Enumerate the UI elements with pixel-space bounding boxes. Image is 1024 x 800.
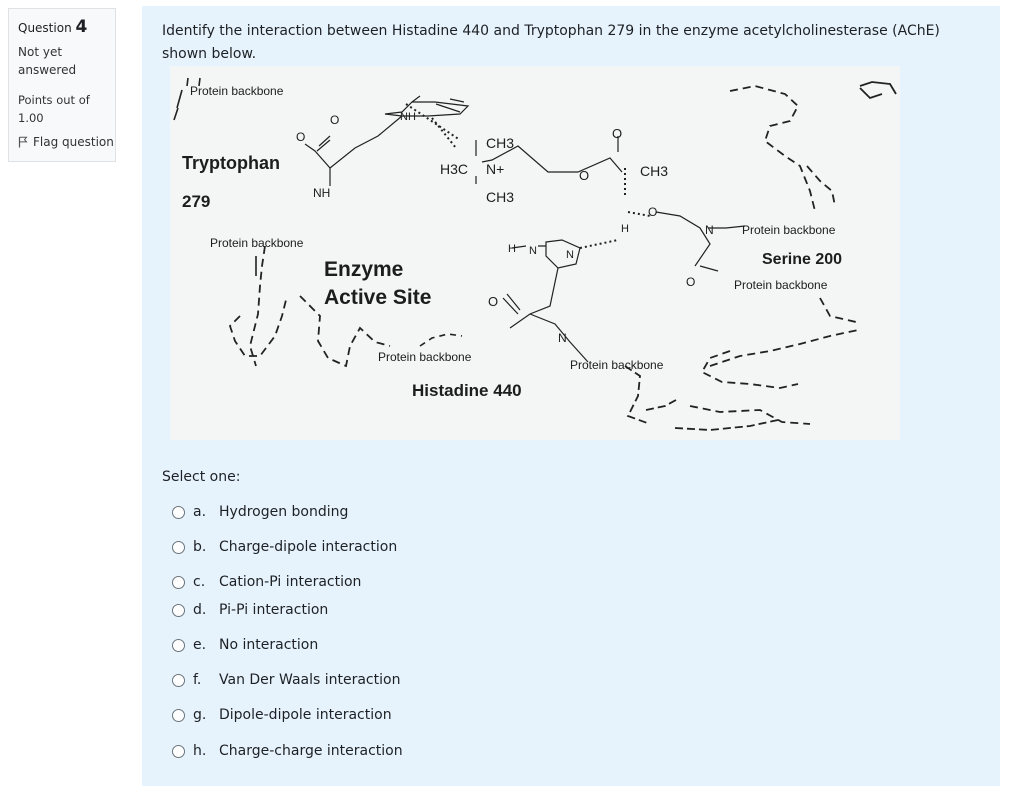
question-number xyxy=(18,17,115,37)
ch3-top-label: CH3 xyxy=(486,135,515,151)
radio-g[interactable] xyxy=(172,709,185,722)
question-label: Question xyxy=(18,21,72,35)
his-n1-label: N xyxy=(529,245,537,257)
option-b-letter: b. xyxy=(193,539,207,555)
his-n2-label: N xyxy=(566,249,574,261)
his-o-label: O xyxy=(488,294,499,309)
grade-value: 1.00 xyxy=(18,111,44,125)
serine-n-label: N xyxy=(705,223,714,237)
option-f-letter: f. xyxy=(193,672,202,688)
question-info-panel xyxy=(8,8,116,162)
question-text: Identify the interaction between Histadine 440 and Tryptophan 279 in the enzyme acetylcholinesterase (AChE) shown below. xyxy=(162,23,940,62)
option-h-letter: h. xyxy=(193,743,207,759)
backbone-label-serine-bottom: Protein backbone xyxy=(734,278,828,292)
flag-icon xyxy=(18,136,28,148)
ester-o-label: O xyxy=(579,168,590,183)
option-a-label[interactable]: Hydrogen bonding xyxy=(219,504,349,520)
option-f[interactable] xyxy=(162,670,400,690)
trp-o-label-1: O xyxy=(296,130,306,144)
grade-label: Points out of xyxy=(18,93,90,107)
his-n3-label: N xyxy=(558,331,567,345)
option-c-letter: c. xyxy=(193,574,206,590)
serine-co-label: O xyxy=(686,275,696,289)
option-b[interactable] xyxy=(162,537,397,557)
backbone-label-his-right: Protein backbone xyxy=(570,358,664,372)
question-content xyxy=(142,6,1000,786)
option-d-letter: d. xyxy=(193,602,207,618)
option-g-letter: g. xyxy=(193,707,207,723)
his-h-label: H xyxy=(508,243,516,255)
option-b-label[interactable]: Charge-dipole interaction xyxy=(219,539,398,555)
flag-label: Flag question xyxy=(33,135,114,149)
ester-ch3-label: CH3 xyxy=(640,163,669,179)
n-plus-label: N+ xyxy=(486,161,505,177)
active-site-label: Active Site xyxy=(324,286,432,309)
h3c-label: H3C xyxy=(440,161,469,177)
trp-nh-label: NH xyxy=(313,186,331,200)
option-c-label[interactable]: Cation-Pi interaction xyxy=(219,574,362,590)
question-grade xyxy=(18,91,115,127)
option-d[interactable] xyxy=(162,600,328,620)
radio-b[interactable] xyxy=(172,541,185,554)
question-number-value: 4 xyxy=(75,17,88,37)
tryptophan-label: Tryptophan xyxy=(182,153,280,173)
radio-c[interactable] xyxy=(172,576,185,589)
backbone-label-serine-top: Protein backbone xyxy=(742,223,836,237)
trp-o-label-2: O xyxy=(330,113,340,127)
histadine-label: Histadine 440 xyxy=(412,381,522,400)
ache-active-site-figure xyxy=(170,66,900,440)
ester-o-top-label: O xyxy=(612,126,623,141)
indole-nh-label: NH xyxy=(400,111,416,123)
radio-f[interactable] xyxy=(172,674,185,687)
option-f-label[interactable]: Van Der Waals interaction xyxy=(219,672,401,688)
backbone-label-left: Protein backbone xyxy=(210,236,304,250)
flag-question-button[interactable] xyxy=(18,135,115,149)
option-e-letter: e. xyxy=(193,637,207,653)
option-a[interactable] xyxy=(162,502,348,522)
backbone-label-his-left: Protein backbone xyxy=(378,350,472,364)
option-d-label[interactable]: Pi-Pi interaction xyxy=(219,602,329,618)
radio-h[interactable] xyxy=(172,745,185,758)
option-e[interactable] xyxy=(162,635,318,655)
radio-e[interactable] xyxy=(172,639,185,652)
option-c[interactable] xyxy=(162,572,361,592)
serine-label: Serine 200 xyxy=(762,251,843,268)
radio-d[interactable] xyxy=(172,604,185,617)
option-h[interactable] xyxy=(162,741,403,761)
serine-h-label: H xyxy=(621,223,629,235)
backbone-label-top-left: Protein backbone xyxy=(190,84,284,98)
tryptophan-number: 279 xyxy=(182,192,211,211)
ch3-bottom-label: CH3 xyxy=(486,189,515,205)
option-a-letter: a. xyxy=(193,504,207,520)
option-e-label[interactable]: No interaction xyxy=(219,637,319,653)
enzyme-label: Enzyme xyxy=(324,258,404,281)
select-one-prompt: Select one: xyxy=(162,469,241,485)
option-g-label[interactable]: Dipole-dipole interaction xyxy=(219,707,392,723)
option-h-label[interactable]: Charge-charge interaction xyxy=(219,743,403,759)
radio-a[interactable] xyxy=(172,506,185,519)
option-g[interactable] xyxy=(162,705,392,725)
question-state: Not yet answered xyxy=(18,45,77,77)
figure-diagram xyxy=(170,66,900,440)
serine-o-label: O xyxy=(648,205,658,219)
